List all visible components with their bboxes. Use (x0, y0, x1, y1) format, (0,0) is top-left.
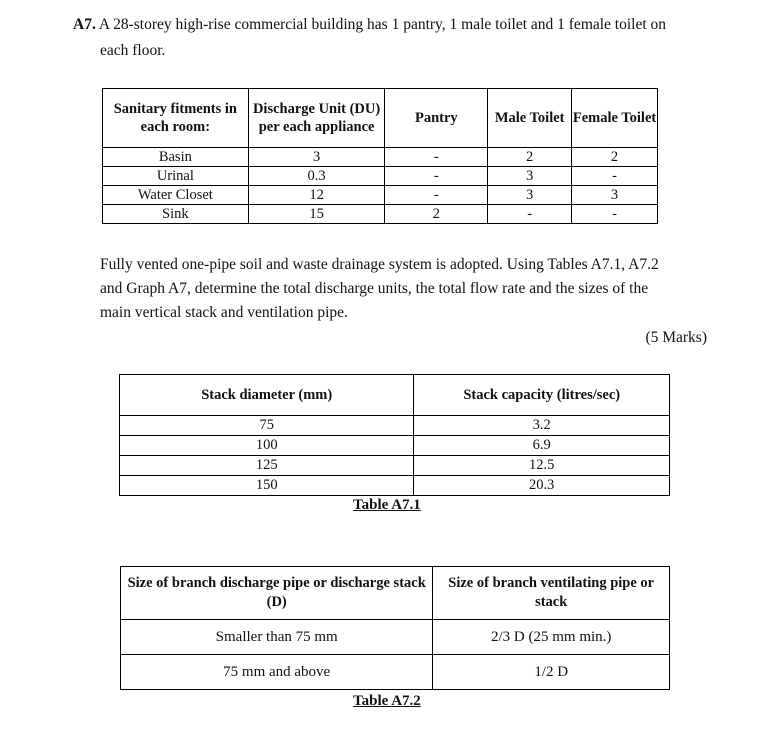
header-pantry: Pantry (385, 89, 488, 148)
paragraph-line-2: and Graph A7, determine the total discharge units, the total flow rate and the sizes of the (100, 280, 649, 297)
table-cell: 3 (572, 186, 658, 205)
table-cell: Basin (103, 148, 249, 167)
table-cell: 75 mm and above (121, 655, 433, 690)
table-cell: Water Closet (103, 186, 249, 205)
table-cell: 12.5 (414, 456, 670, 476)
table-row (103, 205, 658, 224)
table-row (103, 186, 658, 205)
header-female-toilet: Female Toilet (572, 89, 658, 148)
table-cell: 1/2 D (433, 655, 670, 690)
table-cell: 3.2 (414, 416, 670, 436)
table-cell: - (385, 167, 488, 186)
table-a7-1 (119, 374, 670, 496)
table-cell: 3 (248, 148, 385, 167)
table-a7-1-caption: Table A7.1 (353, 497, 421, 513)
marks-label: (5 Marks) (645, 329, 707, 346)
header-ventilating-pipe-size: Size of branch ventilating pipe or stack (433, 567, 670, 620)
table-a7-2 (120, 566, 670, 690)
table-row (121, 655, 670, 690)
table-cell: - (488, 205, 572, 224)
question-line-1 (73, 16, 666, 34)
table-cell: 100 (120, 436, 414, 456)
header-discharge-unit: Discharge Unit (DU) per each appliance (248, 89, 385, 148)
table-row (120, 476, 670, 496)
table-cell: 2 (572, 148, 658, 167)
table-cell: 2 (488, 148, 572, 167)
table-cell: 75 (120, 416, 414, 436)
header-male-toilet: Male Toilet (488, 89, 572, 148)
question-number: A7. (73, 16, 96, 33)
table-cell: 150 (120, 476, 414, 496)
table-a7-2-caption: Table A7.2 (353, 693, 421, 709)
table-cell: 2 (385, 205, 488, 224)
paragraph-line-3: main vertical stack and ventilation pipe. (100, 304, 348, 321)
header-fitments: Sanitary fitments in each room: (103, 89, 249, 148)
table-row (103, 148, 658, 167)
table-header-row (103, 89, 658, 148)
table-cell: 2/3 D (25 mm min.) (433, 620, 670, 655)
table-header-row (120, 375, 670, 416)
table-cell: 12 (248, 186, 385, 205)
table-cell: - (385, 148, 488, 167)
table-row (120, 436, 670, 456)
header-stack-capacity: Stack capacity (litres/sec) (414, 375, 670, 416)
header-stack-diameter: Stack diameter (mm) (120, 375, 414, 416)
table-cell: - (572, 167, 658, 186)
table-row (121, 620, 670, 655)
table-cell: Urinal (103, 167, 249, 186)
table-cell: 20.3 (414, 476, 670, 496)
table-cell: 125 (120, 456, 414, 476)
sanitary-fitments-table (102, 88, 658, 224)
table-cell: Smaller than 75 mm (121, 620, 433, 655)
header-discharge-pipe-size: Size of branch discharge pipe or discharge stack (D) (121, 567, 433, 620)
table-row (103, 167, 658, 186)
table-cell: 6.9 (414, 436, 670, 456)
table-cell: Sink (103, 205, 249, 224)
question-line-2: each floor. (100, 42, 166, 59)
table-cell: 15 (248, 205, 385, 224)
table-cell: 0.3 (248, 167, 385, 186)
table-cell: 3 (488, 186, 572, 205)
table-cell: 3 (488, 167, 572, 186)
table-header-row (121, 567, 670, 620)
table-row (120, 456, 670, 476)
table-cell: - (572, 205, 658, 224)
paragraph-line-1: Fully vented one-pipe soil and waste drainage system is adopted. Using Tables A7.1, A7.2 (100, 256, 659, 273)
question-text-1: A 28-storey high-rise commercial building has 1 pantry, 1 male toilet and 1 female toilet on (98, 16, 667, 33)
table-row (120, 416, 670, 436)
table-cell: - (385, 186, 488, 205)
